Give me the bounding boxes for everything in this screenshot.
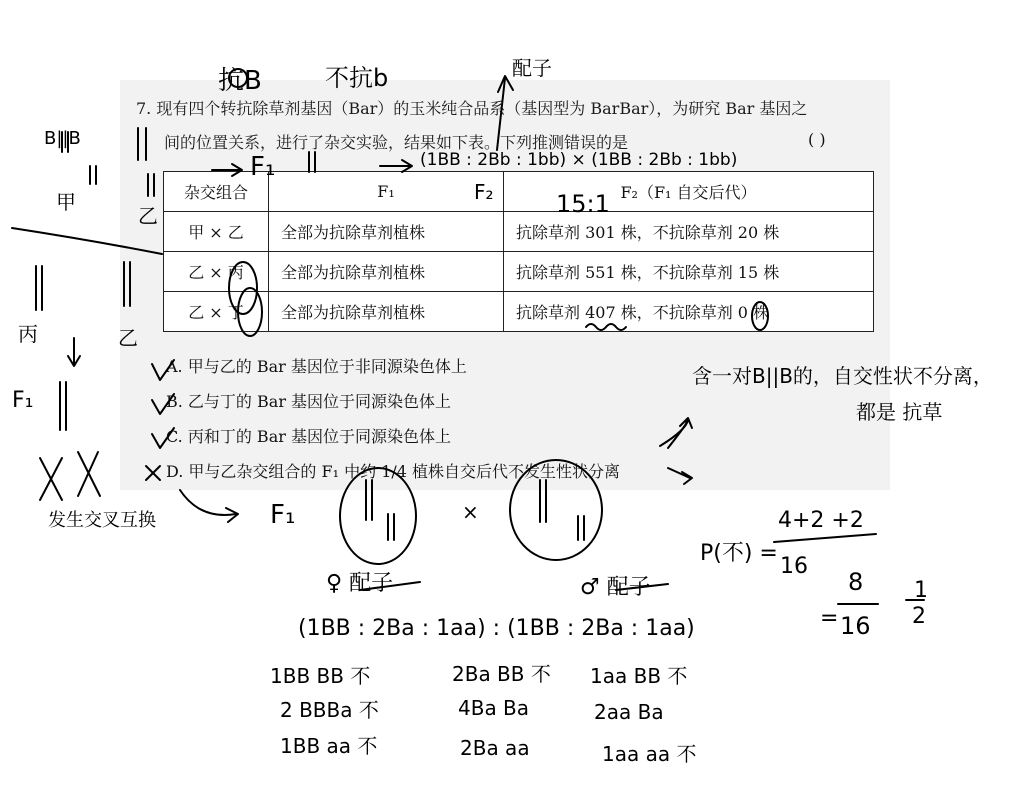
circle-f1-left — [340, 468, 416, 564]
note-combo-4: 2Ba BB 不 — [452, 662, 551, 686]
arrow-d-to-f1 — [180, 490, 236, 515]
note-combo-7: 1aa BB 不 — [590, 664, 688, 688]
question-line-1: 7. 现有四个转抗除草剂基因（Bar）的玉米纯合品系（基因型为 BarBar），为研究 Bar 基因之 — [136, 99, 808, 118]
row-combo: 乙 × 丙 — [164, 252, 269, 292]
circle-zero — [752, 302, 768, 330]
question-line-2: 间的位置关系，进行了杂交实验，结果如下表。下列推测错误的是 — [164, 133, 629, 152]
crossover-sketch — [40, 452, 100, 500]
note-combo-9: 1aa aa 不 — [602, 742, 697, 766]
arrow-to-right-note — [660, 420, 688, 446]
separator-line — [12, 228, 162, 254]
note-right-1: 含一对B||B的，自交性状不分离， — [692, 364, 993, 388]
row-combo: 甲 × 乙 — [164, 212, 269, 252]
note-crossover: 发生交叉互换 — [48, 510, 156, 531]
note-f1: F₁ — [250, 152, 276, 182]
fraction-bar-1 — [774, 534, 876, 542]
row-combo: 乙 × 丁 — [164, 292, 269, 332]
note-gamete-ratio: (1BB : 2Ba : 1aa) : (1BB : 2Ba : 1aa) — [298, 616, 695, 641]
row-f2: 抗除草剂 407 株，不抗除草剂 0 株 — [504, 292, 874, 332]
row-f1: 全部为抗除草剂植株 — [269, 252, 504, 292]
header-f2: F₂（F₁ 自交后代） — [504, 172, 874, 212]
note-f1-left: F₁ — [12, 388, 34, 413]
note-f1-bottom: F₁ — [270, 500, 296, 530]
note-equals: = — [820, 606, 839, 631]
note-half-2: 2 — [912, 604, 926, 629]
note-f1-ratio: (1BB : 2Bb : 1bb) × (1BB : 2Bb : 1bb) — [420, 150, 738, 170]
check-a — [152, 360, 174, 380]
f1-left-chromosome — [60, 382, 66, 430]
circle-f1-right — [510, 460, 602, 560]
note-prob-numerator: 4+2 +2 — [778, 508, 864, 533]
note-jia: 甲 — [56, 190, 76, 214]
check-c — [152, 428, 174, 448]
arrow-to-peizi — [497, 78, 505, 150]
header-f1: F₁ — [269, 172, 504, 212]
row-f2: 抗除草剂 551 株，不抗除草剂 15 株 — [504, 252, 874, 292]
squiggle-407 — [586, 324, 626, 330]
note-kang-b: 抗B — [218, 66, 262, 96]
option-a: A. 甲与乙的 Bar 基因位于非同源染色体上 — [166, 357, 467, 376]
row-f1: 全部为抗除草剂植株 — [269, 212, 504, 252]
f1-chromosome — [309, 152, 315, 172]
note-probability-label: P(不) = — [700, 541, 778, 566]
note-combo-6: 2Ba aa — [460, 736, 530, 760]
note-bing: 丙 — [18, 322, 38, 346]
note-bukang-b: 不抗b — [325, 64, 389, 92]
option-d: D. 甲与乙杂交组合的 F₁ 中约 1/4 植株自交后代不发生性状分离 — [166, 462, 621, 481]
header-combo: 杂交组合 — [164, 172, 269, 212]
note-combo-3: 1BB aa 不 — [280, 734, 378, 758]
answer-parentheses: ( ) — [808, 130, 826, 149]
option-b: B. 乙与丁的 Bar 基因位于同源染色体上 — [166, 392, 452, 411]
note-combo-5: 4Ba Ba — [458, 696, 530, 720]
note-f2: F₂ — [474, 180, 494, 204]
note-frac-8: 8 — [848, 568, 864, 596]
note-cross-x: × — [462, 500, 479, 524]
row-f2: 抗除草剂 301 株，不抗除草剂 20 株 — [504, 212, 874, 252]
note-combo-2: 2 BBBa 不 — [280, 698, 379, 722]
note-ratio-15-1: 15:1 — [556, 190, 610, 218]
note-right-2: 都是 抗草 — [856, 400, 943, 424]
note-half-1: 1 — [914, 578, 928, 603]
check-b — [152, 394, 174, 414]
note-left-bb: B||B — [44, 128, 81, 149]
circle-b — [229, 69, 247, 87]
note-female-gametes: ♀ 配子 — [326, 571, 394, 596]
note-yi-bottom: 乙 — [118, 326, 138, 350]
note-combo-8: 2aa Ba — [594, 700, 664, 724]
note-peizi: 配子 — [512, 56, 552, 80]
note-yi-top: 乙 — [138, 204, 158, 228]
left-chromosomes-mid — [36, 262, 130, 310]
option-c: C. 丙和丁的 Bar 基因位于同源染色体上 — [166, 427, 451, 446]
note-prob-denominator: 16 — [780, 554, 808, 579]
note-frac-16: 16 — [840, 612, 871, 640]
left-chromosomes-top — [62, 128, 146, 160]
row-f1: 全部为抗除草剂植株 — [269, 292, 504, 332]
note-combo-1: 1BB BB 不 — [270, 664, 371, 688]
note-male-gametes: ♂ 配子 — [580, 575, 651, 600]
cross-d — [146, 466, 160, 480]
